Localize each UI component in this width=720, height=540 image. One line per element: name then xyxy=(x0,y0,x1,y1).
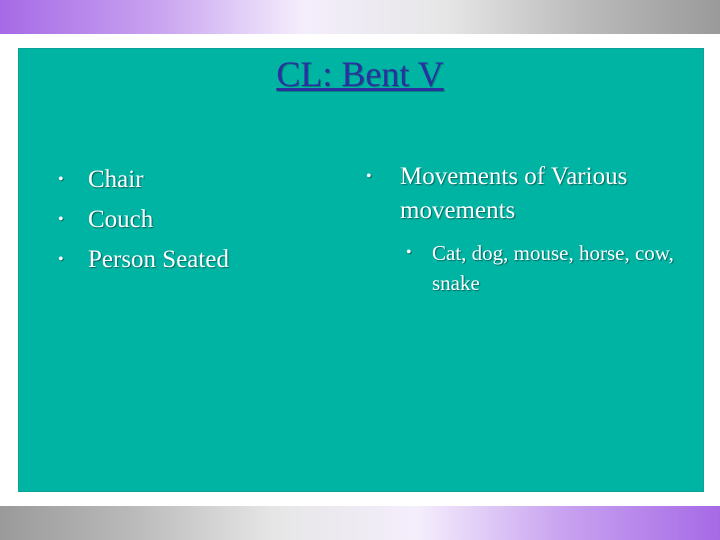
bullet-dot-icon: • xyxy=(58,171,64,188)
bullet-item-movements xyxy=(364,160,684,228)
bullet-text: Couch xyxy=(88,206,154,233)
sub-bullet-text: Cat, dog, mouse, horse, cow, snake xyxy=(432,241,674,295)
top-gradient-band xyxy=(0,0,720,34)
left-bullet-list xyxy=(56,160,306,280)
right-column xyxy=(364,160,684,298)
bullet-text: Movements of Various movements xyxy=(400,163,628,224)
bullet-item-person-seated xyxy=(56,240,306,280)
left-column xyxy=(56,160,306,280)
bullet-item-couch xyxy=(56,200,306,240)
bullet-text: Person Seated xyxy=(88,246,229,273)
bullet-dot-icon: • xyxy=(366,168,372,185)
right-bullet-list xyxy=(364,160,684,228)
slide-title: CL: Bent V xyxy=(276,54,444,94)
bullet-dot-icon: • xyxy=(58,211,64,228)
bullet-text: Chair xyxy=(88,166,144,193)
right-sub-bullet-list xyxy=(364,238,684,298)
bottom-gradient-band xyxy=(0,506,720,540)
bullet-item-chair xyxy=(56,160,306,200)
bullet-dot-icon: • xyxy=(58,251,64,268)
sub-bullet-dot-icon: • xyxy=(406,244,412,261)
sub-bullet-item-animals xyxy=(400,238,684,298)
